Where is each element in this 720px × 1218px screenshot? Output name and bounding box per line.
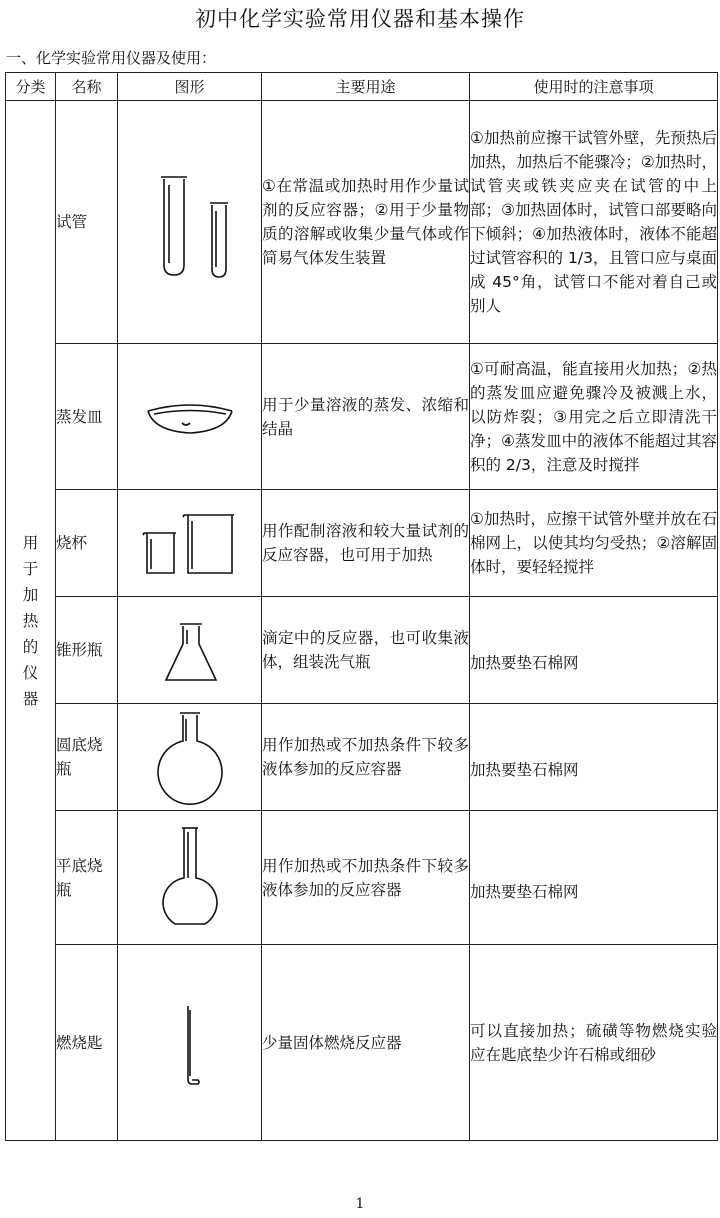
instrument-note-text: 可以直接加热；硫磺等物燃烧实验应在匙底垫少许石棉或细砂: [470, 1021, 717, 1064]
instrument-name: 蒸发皿: [56, 344, 118, 490]
category-label: 用于加热的仪器: [22, 533, 39, 708]
instrument-note: ①加热时，应擦干试管外壁并放在石棉网上，以使其均匀受热；②溶解固体时，要轻轻搅拌: [470, 490, 718, 597]
instrument-use: 用于少量溶液的蒸发、浓缩和结晶: [262, 344, 470, 490]
instrument-name: 烧杯: [56, 490, 118, 597]
round-bottom-flask-icon: [130, 707, 250, 807]
table-row: [6, 344, 718, 490]
flat-bottom-flask-icon: [130, 820, 250, 936]
table-row: [6, 811, 718, 945]
instrument-note: [470, 704, 718, 811]
figure-cell: [118, 704, 262, 811]
instrument-use: ①在常温或加热时用作少量试剂的反应容器；②用于少量物质的溶解或收集少量气体或作简易气体发生装置: [262, 101, 470, 344]
figure-cell: [118, 101, 262, 344]
instrument-use: 少量固体燃烧反应器: [262, 945, 470, 1141]
table-row: [6, 101, 718, 344]
instrument-use: 滴定中的反应器，也可收集液体，组装洗气瓶: [262, 597, 470, 704]
evaporating-dish-icon: [130, 387, 250, 447]
figure-cell: [118, 945, 262, 1141]
instrument-name: 燃烧匙: [56, 945, 118, 1141]
table-row: [6, 597, 718, 704]
table-header-row: [6, 73, 718, 101]
instrument-name: 锥形瓶: [56, 597, 118, 704]
instrument-use: 用作加热或不加热条件下较多液体参加的反应容器: [262, 704, 470, 811]
instrument-name: 试管: [56, 101, 118, 344]
instrument-note: ①可耐高温，能直接用火加热；②热的蒸发皿应避免骤冷及被溅上水，以防炸裂；③用完之后立即清洗干净；④蒸发皿中的液体不能超过其容积的 2/3，注意及时搅拌: [470, 344, 718, 490]
header-use: 主要用途: [262, 73, 470, 101]
table-row: [6, 490, 718, 597]
category-cell: [6, 101, 56, 1141]
combustion-spoon-icon: [130, 998, 250, 1088]
instrument-note-text: 加热要垫石棉网: [470, 882, 579, 901]
figure-cell: [118, 811, 262, 945]
header-category: 分类: [6, 73, 56, 101]
instrument-note-text: 加热要垫石棉网: [470, 761, 579, 779]
instrument-note: [470, 597, 718, 704]
beaker-icon: [130, 503, 250, 583]
section-heading: 一、化学实验常用仪器及使用：: [6, 49, 217, 67]
instrument-table: [5, 72, 718, 1141]
table-row: [6, 945, 718, 1141]
instrument-name: 平底烧瓶: [56, 811, 118, 945]
header-notes: 使用时的注意事项: [470, 73, 718, 101]
figure-cell: [118, 597, 262, 704]
instrument-use: 用作加热或不加热条件下较多液体参加的反应容器: [262, 811, 470, 945]
conical-flask-icon: [130, 610, 250, 690]
table-row: [6, 704, 718, 811]
figure-cell: [118, 344, 262, 490]
instrument-use: 用作配制溶液和较大量试剂的反应容器，也可用于加热: [262, 490, 470, 597]
instrument-note: [470, 811, 718, 945]
page-title: 初中化学实验常用仪器和基本操作: [195, 7, 525, 31]
figure-cell: [118, 490, 262, 597]
test-tube-icon: [130, 157, 250, 287]
header-name: 名称: [56, 73, 118, 101]
instrument-name: 圆底烧瓶: [56, 704, 118, 811]
header-figure: 图形: [118, 73, 262, 101]
instrument-note: [470, 945, 718, 1141]
instrument-note: ①加热前应擦干试管外壁，先预热后加热，加热后不能骤冷；②加热时，试管夹或铁夹应夹在试管的中上部；③加热固体时，试管口部要略向下倾斜；④加热液体时，液体不能超过试管容积的 1/3，且管口应与桌面成 45°角，试管口不能对着自己或别人: [470, 101, 718, 344]
instrument-note-text: 加热要垫石棉网: [470, 654, 579, 672]
page-number: 1: [355, 1196, 365, 1212]
